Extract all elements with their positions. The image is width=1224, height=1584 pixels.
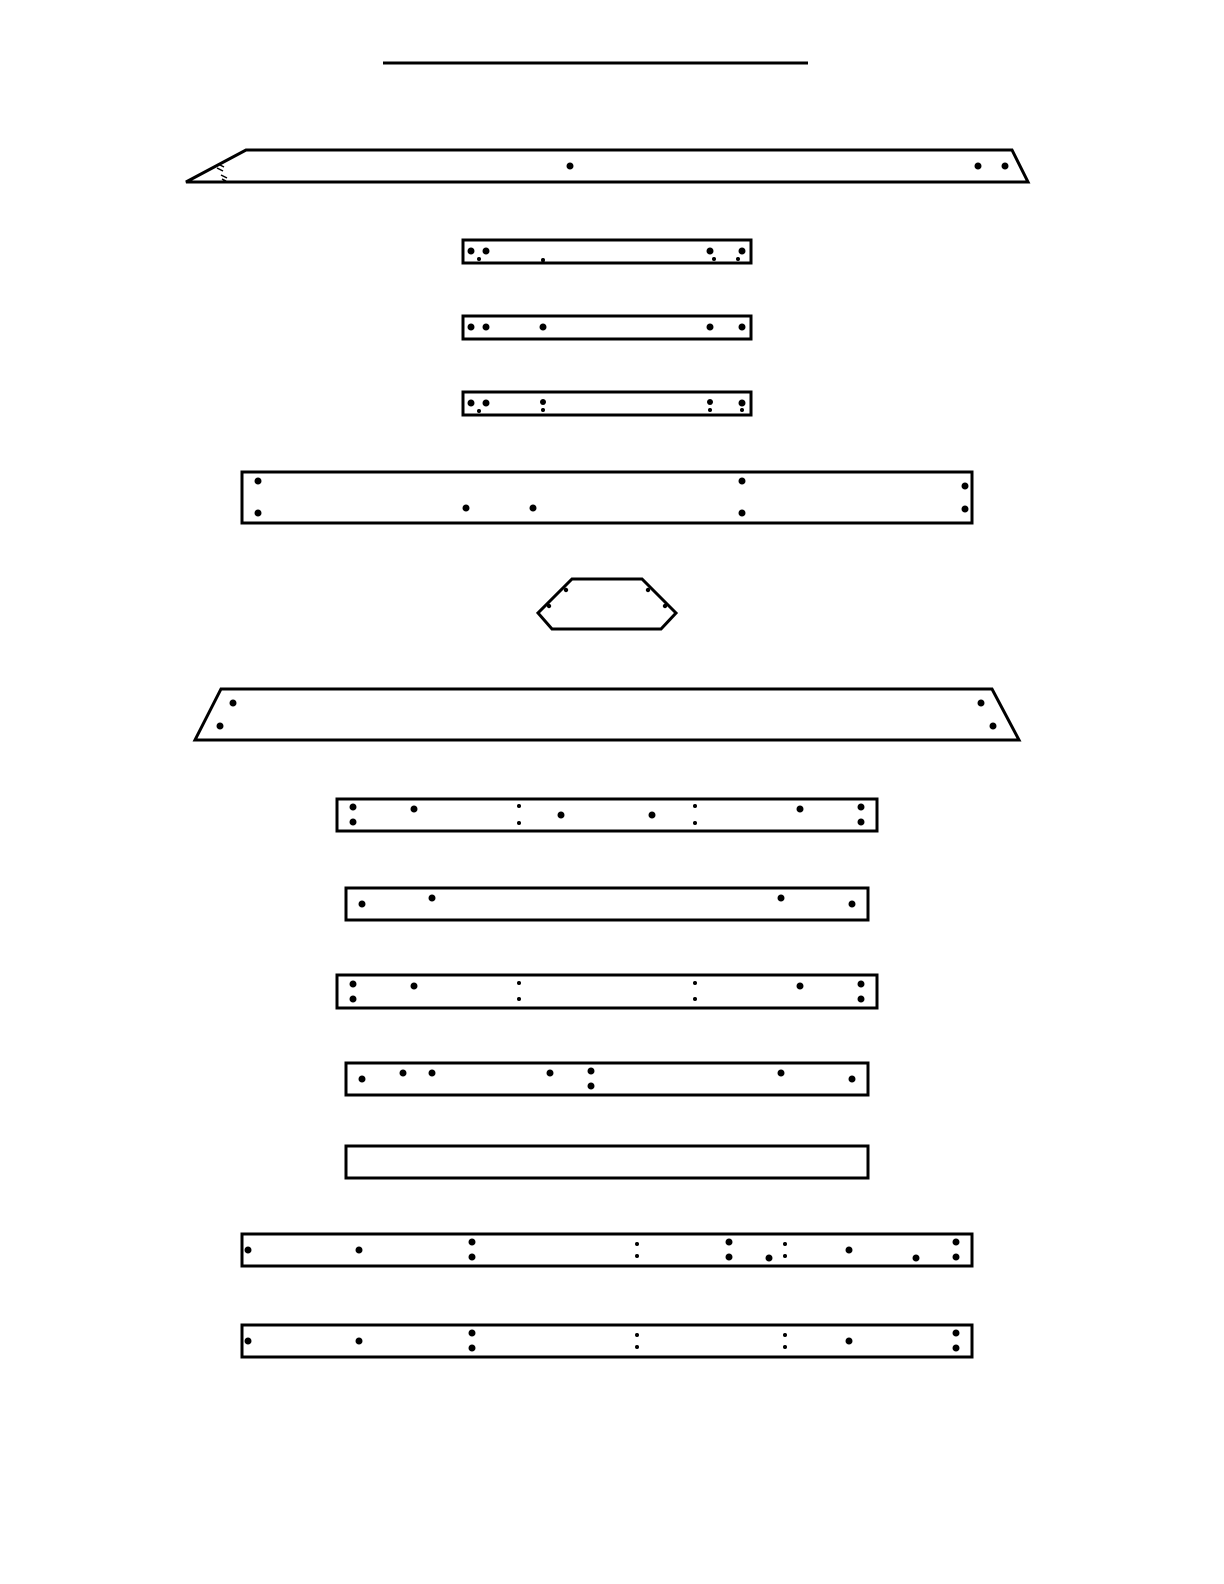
bolt-hole xyxy=(483,400,490,407)
bolt-hole xyxy=(707,248,714,255)
bolt-hole xyxy=(400,1070,407,1077)
bolt-hole xyxy=(468,400,475,407)
bolt-hole xyxy=(483,324,490,331)
bolt-hole xyxy=(846,1338,853,1345)
bolt-hole xyxy=(588,1068,595,1075)
pin-hole xyxy=(517,981,521,985)
bolt-hole xyxy=(245,1247,252,1254)
bolt-hole xyxy=(429,895,436,902)
bolt-hole xyxy=(245,1338,252,1345)
part-medium-bar-d xyxy=(346,1063,868,1095)
pin-hole xyxy=(517,997,521,1001)
pin-hole xyxy=(541,258,545,262)
part-trapezoid-panel xyxy=(195,689,1019,740)
part-medium-bar-a xyxy=(337,799,877,831)
part-medium-bar-plain xyxy=(346,1146,868,1178)
pin-hole xyxy=(712,257,716,261)
pin-hole xyxy=(517,821,521,825)
pin-hole xyxy=(693,997,697,1001)
bolt-hole xyxy=(707,399,713,405)
part-short-bar-b xyxy=(463,316,751,339)
bolt-hole xyxy=(468,324,475,331)
bolt-hole xyxy=(858,981,865,988)
bolt-hole xyxy=(411,806,418,813)
part-short-bar-c xyxy=(463,392,751,415)
bolt-hole xyxy=(469,1254,476,1261)
bolt-hole xyxy=(858,804,865,811)
pin-hole xyxy=(635,1254,639,1258)
bolt-hole xyxy=(350,819,357,826)
bolt-hole xyxy=(739,248,746,255)
pin-hole xyxy=(663,604,667,608)
part-short-bar-a xyxy=(463,240,751,263)
bolt-hole xyxy=(766,1255,773,1262)
bolt-hole xyxy=(739,478,746,485)
bolt-hole xyxy=(975,163,982,170)
pin-hole xyxy=(693,981,697,985)
pin-hole xyxy=(635,1345,639,1349)
bolt-hole xyxy=(547,1070,554,1077)
bolt-hole xyxy=(588,1083,595,1090)
bolt-hole xyxy=(739,400,746,407)
bolt-hole xyxy=(359,901,366,908)
bolt-hole xyxy=(797,806,804,813)
bolt-hole xyxy=(739,324,746,331)
bolt-hole xyxy=(540,399,546,405)
part-medium-bar-c xyxy=(337,975,877,1008)
bolt-hole xyxy=(255,478,262,485)
pin-hole xyxy=(635,1242,639,1246)
bolt-hole xyxy=(953,1330,960,1337)
bolt-hole xyxy=(726,1239,733,1246)
bolt-hole xyxy=(726,1254,733,1261)
bolt-hole xyxy=(468,248,475,255)
bolt-hole xyxy=(567,163,574,170)
part-long-bar-b xyxy=(242,1325,972,1357)
bolt-hole xyxy=(858,996,865,1003)
part-medium-bar-b xyxy=(346,888,868,920)
bolt-hole xyxy=(359,1076,366,1083)
bolt-hole xyxy=(530,505,537,512)
bolt-hole xyxy=(429,1070,436,1077)
bolt-hole xyxy=(707,324,714,331)
bolt-hole xyxy=(953,1239,960,1246)
bolt-hole xyxy=(962,506,969,513)
part-hexagonal-plate xyxy=(538,579,676,629)
bolt-hole xyxy=(846,1247,853,1254)
bolt-hole xyxy=(739,510,746,517)
pin-hole xyxy=(541,408,545,412)
bolt-hole xyxy=(230,700,237,707)
pin-hole xyxy=(783,1333,787,1337)
part-long-bar-a xyxy=(242,1234,972,1266)
bolt-hole xyxy=(217,723,224,730)
bolt-hole xyxy=(778,1070,785,1077)
bolt-hole xyxy=(356,1338,363,1345)
pin-hole xyxy=(517,804,521,808)
bolt-hole xyxy=(849,1076,856,1083)
bolt-hole xyxy=(953,1345,960,1352)
bolt-hole xyxy=(255,510,262,517)
bolt-hole xyxy=(953,1254,960,1261)
bolt-hole xyxy=(797,983,804,990)
pin-hole xyxy=(736,257,740,261)
pin-hole xyxy=(635,1333,639,1337)
pin-hole xyxy=(783,1345,787,1349)
bolt-hole xyxy=(411,983,418,990)
part-wide-panel xyxy=(242,472,972,523)
pin-hole xyxy=(477,257,481,261)
bolt-hole xyxy=(558,812,565,819)
bolt-hole xyxy=(483,248,490,255)
pin-hole xyxy=(783,1254,787,1258)
bolt-hole xyxy=(1002,163,1009,170)
pin-hole xyxy=(646,588,650,592)
bolt-hole xyxy=(540,324,547,331)
bolt-hole xyxy=(913,1255,920,1262)
bolt-hole xyxy=(356,1247,363,1254)
part-angled-rail xyxy=(186,150,1028,182)
bolt-hole xyxy=(469,1345,476,1352)
pin-hole xyxy=(783,1242,787,1246)
pin-hole xyxy=(708,408,712,412)
bolt-hole xyxy=(350,996,357,1003)
bolt-hole xyxy=(469,1330,476,1337)
pin-hole xyxy=(547,604,551,608)
bolt-hole xyxy=(849,901,856,908)
pin-hole xyxy=(693,804,697,808)
bolt-hole xyxy=(858,819,865,826)
pin-hole xyxy=(693,821,697,825)
bolt-hole xyxy=(978,700,985,707)
bolt-hole xyxy=(962,483,969,490)
bolt-hole xyxy=(469,1239,476,1246)
pin-hole xyxy=(740,408,744,412)
bolt-hole xyxy=(350,804,357,811)
pin-hole xyxy=(477,409,481,413)
pin-hole xyxy=(564,588,568,592)
bolt-hole xyxy=(778,895,785,902)
bolt-hole xyxy=(463,505,470,512)
bolt-hole xyxy=(990,723,997,730)
bolt-hole xyxy=(649,812,656,819)
bolt-hole xyxy=(350,981,357,988)
